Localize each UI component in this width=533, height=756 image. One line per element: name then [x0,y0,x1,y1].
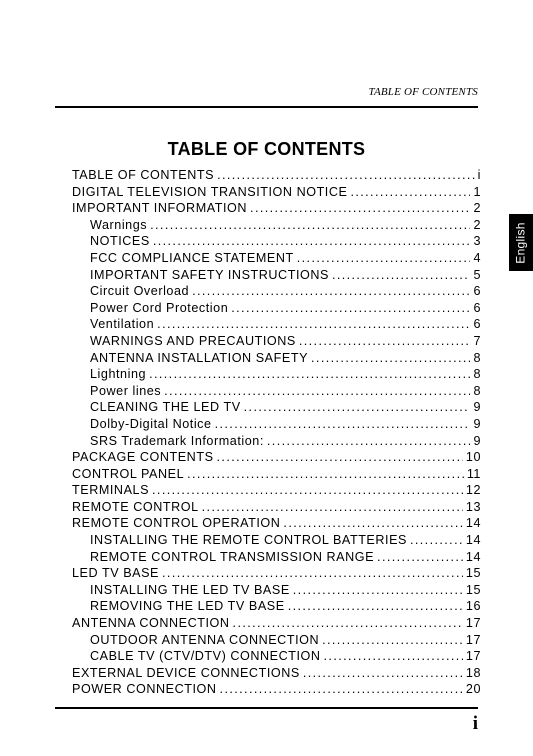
toc-entry-page: 18 [465,665,481,680]
toc-entry-page: 2 [473,217,481,232]
toc-entry-title: IMPORTANT INFORMATION [72,201,248,216]
toc-entry-title: FCC COMPLIANCE STATEMENT [90,250,294,265]
toc-entry-page: 3 [473,234,481,249]
toc-entry-title: LED TV BASE [72,566,160,581]
toc-entry-page: 12 [465,483,481,498]
toc-entry-title: CABLE TV (CTV/DTV) CONNECTION [90,649,321,664]
toc-entry[interactable] [72,167,481,184]
toc-entry-title: SRS Trademark Information: [90,433,264,448]
dot-leader [233,615,463,632]
toc-entry-page: 15 [465,566,481,581]
toc-entry-page: 8 [473,350,481,365]
dot-leader [250,200,470,217]
toc-entry[interactable] [72,665,481,682]
dot-leader [322,632,463,649]
dot-leader [162,565,463,582]
toc-entry[interactable] [72,499,481,516]
toc-entry[interactable] [72,366,481,383]
toc-entry-title: Power Cord Protection [90,300,229,315]
dot-leader [293,582,463,599]
toc-entry-page: 9 [473,400,481,415]
toc-entry[interactable] [72,267,481,284]
toc-entry[interactable] [72,383,481,400]
toc-entry-title: POWER CONNECTION [72,682,217,697]
dot-leader [244,399,471,416]
dot-leader [157,316,470,333]
toc-entry[interactable] [72,416,481,433]
toc-entry[interactable] [72,598,481,615]
toc-entry[interactable] [72,200,481,217]
dot-leader [350,184,470,201]
dot-leader [267,433,471,450]
toc-entry-page: i [477,168,481,182]
toc-entry-page: 9 [473,433,481,448]
toc-entry-page: 6 [473,284,481,299]
toc-entry-page: 6 [473,317,481,332]
dot-leader [231,300,470,317]
toc-entry-page: 1 [473,184,481,199]
toc-entry[interactable] [72,217,481,234]
dot-leader [410,532,463,549]
toc-entry-title: CONTROL PANEL [72,466,185,481]
dot-leader [377,549,463,566]
toc-entry[interactable] [72,565,481,582]
toc-entry-title: NOTICES [90,234,150,249]
dot-leader [187,466,464,483]
dot-leader [152,482,463,499]
toc-entry[interactable] [72,482,481,499]
toc-entry-title: OUTDOOR ANTENNA CONNECTION [90,632,320,647]
dot-leader [283,515,462,532]
toc-entry-title: DIGITAL TELEVISION TRANSITION NOTICE [72,184,348,199]
table-of-contents [72,167,481,698]
toc-entry[interactable] [72,250,481,267]
toc-entry[interactable] [72,515,481,532]
language-tab [509,214,533,271]
toc-entry[interactable] [72,233,481,250]
toc-entry-page: 9 [473,416,481,431]
dot-leader [311,350,470,367]
toc-entry-page: 20 [465,682,481,697]
toc-entry-title: EXTERNAL DEVICE CONNECTIONS [72,665,300,680]
toc-entry-title: Lightning [90,367,147,382]
dot-leader [303,665,463,682]
toc-entry-title: REMOTE CONTROL TRANSMISSION RANGE [90,549,375,564]
toc-entry-page: 15 [465,582,481,597]
header-divider [55,106,478,108]
dot-leader [192,283,470,300]
toc-entry-title: CLEANING THE LED TV [90,400,241,415]
running-header: TABLE OF CONTENTS [368,86,478,98]
toc-entry-title: INSTALLING THE LED TV BASE [90,582,290,597]
dot-leader [299,333,471,350]
dot-leader [297,250,471,267]
language-tab-label: English [514,221,528,264]
toc-entry-title: INSTALLING THE REMOTE CONTROL BATTERIES [90,533,407,548]
toc-entry-title: TERMINALS [72,483,150,498]
toc-entry[interactable] [72,582,481,599]
toc-entry-page: 5 [473,267,481,282]
dot-leader [220,681,463,698]
toc-entry[interactable] [72,681,481,698]
toc-entry-title: REMOVING THE LED TV BASE [90,599,285,614]
dot-leader [217,449,463,466]
toc-entry[interactable] [72,549,481,566]
toc-entry[interactable] [72,632,481,649]
toc-entry[interactable] [72,648,481,665]
dot-leader [332,267,471,284]
toc-entry-title: REMOTE CONTROL [72,499,199,514]
toc-entry-title: Dolby-Digital Notice [90,416,212,431]
dot-leader [164,383,470,400]
toc-entry-page: 11 [466,466,481,481]
toc-entry-title: IMPORTANT SAFETY INSTRUCTIONS [90,267,329,282]
toc-entry-page: 2 [473,201,481,216]
toc-entry-page: 16 [465,599,481,614]
toc-entry[interactable] [72,184,481,201]
toc-entry[interactable] [72,466,481,483]
toc-entry-title: Warnings [90,217,148,232]
toc-entry-title: ANTENNA CONNECTION [72,616,230,631]
toc-entry[interactable] [72,433,481,450]
footer-divider [55,707,478,709]
dot-leader [217,167,475,184]
toc-entry-page: 6 [473,300,481,315]
toc-entry-page: 17 [465,632,481,647]
toc-entry-page: 4 [473,250,481,265]
dot-leader [149,366,470,383]
dot-leader [150,217,470,234]
toc-entry-page: 8 [473,367,481,382]
dot-leader [288,598,463,615]
toc-entry-page: 14 [465,533,481,548]
toc-entry-page: 10 [465,450,481,465]
toc-entry-title: Ventilation [90,317,155,332]
toc-entry[interactable] [72,283,481,300]
toc-entry[interactable] [72,615,481,632]
toc-entry-title: PACKAGE CONTENTS [72,450,214,465]
dot-leader [215,416,471,433]
toc-entry[interactable] [72,449,481,466]
page-number: i [472,713,478,734]
toc-entry-page: 14 [465,516,481,531]
toc-entry-page: 17 [465,649,481,664]
toc-entry-title: Power lines [90,383,162,398]
toc-entry-title: Circuit Overload [90,284,190,299]
toc-entry-page: 8 [473,383,481,398]
toc-entry-title: REMOTE CONTROL OPERATION [72,516,281,531]
toc-entry-title: WARNINGS AND PRECAUTIONS [90,333,296,348]
toc-entry-page: 7 [473,333,481,348]
dot-leader [202,499,463,516]
toc-entry-page: 17 [465,616,481,631]
toc-entry[interactable] [72,333,481,350]
toc-entry-page: 13 [465,499,481,514]
toc-entry[interactable] [72,399,481,416]
toc-entry-title: ANTENNA INSTALLATION SAFETY [90,350,309,365]
page-title: TABLE OF CONTENTS [167,139,366,159]
toc-entry[interactable] [72,532,481,549]
dot-leader [153,233,471,250]
toc-entry[interactable] [72,300,481,317]
toc-entry-page: 14 [465,549,481,564]
toc-entry[interactable] [72,316,481,333]
toc-entry[interactable] [72,350,481,367]
dot-leader [324,648,463,665]
toc-entry-title: TABLE OF CONTENTS [72,168,215,182]
